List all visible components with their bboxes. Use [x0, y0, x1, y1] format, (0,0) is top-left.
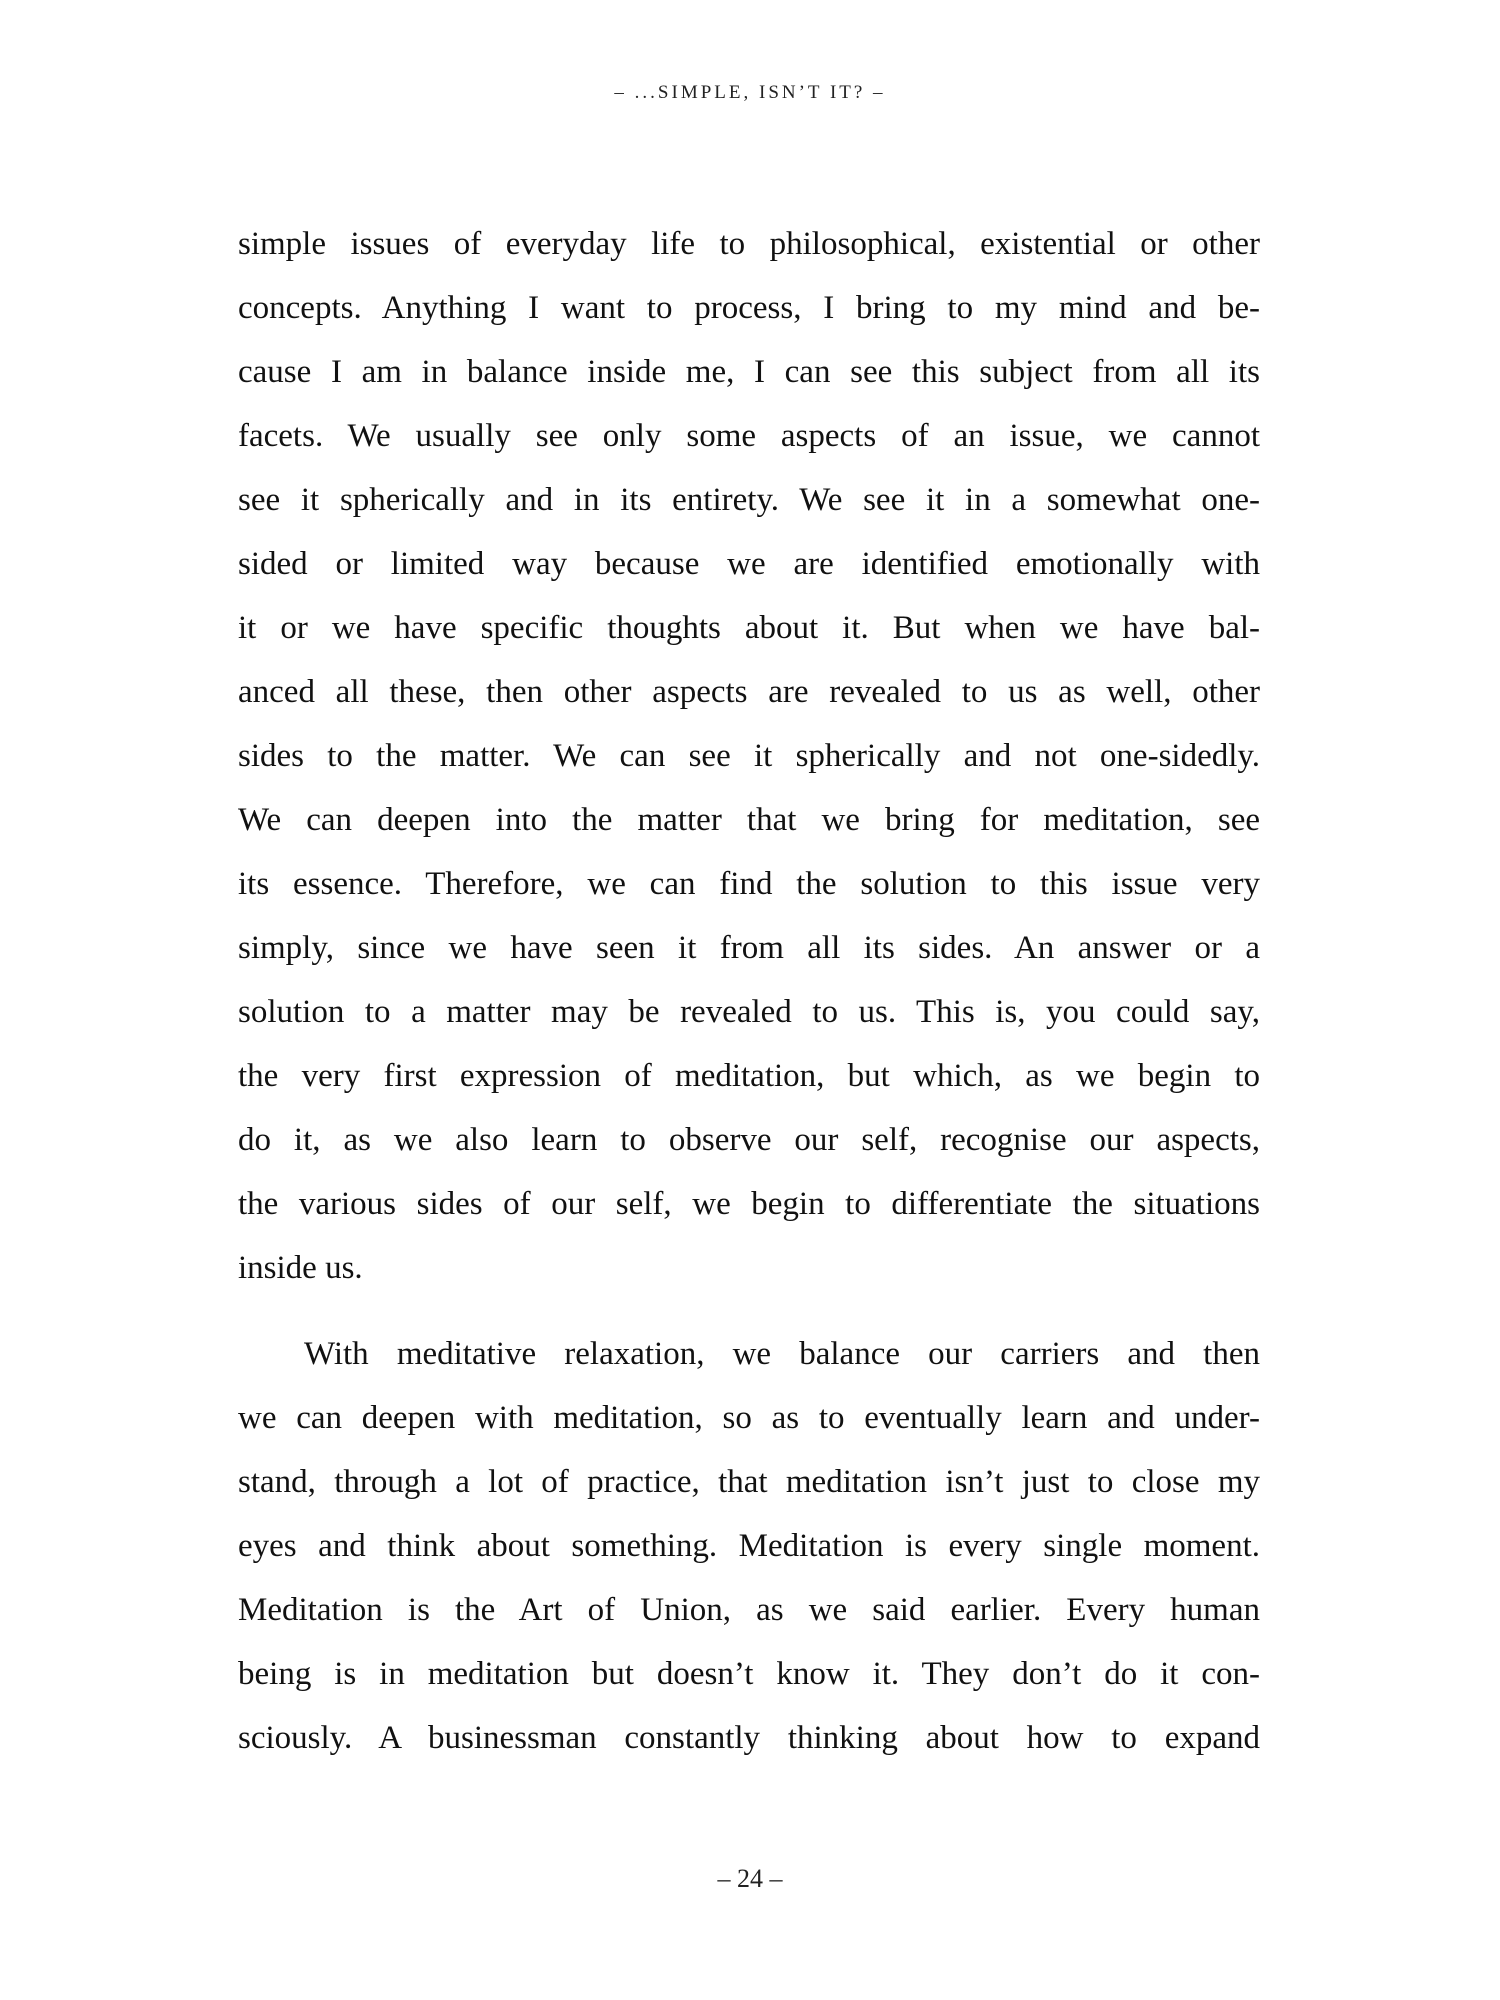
text-line: stand, through a lot of practice, that meditation isn’t just to close my [238, 1464, 1260, 1500]
text-line: the various sides of our self, we begin to differentiate the situations [238, 1186, 1260, 1222]
text-line: Meditation is the Art of Union, as we said earlier. Every human [238, 1592, 1260, 1628]
paragraph-spacer [238, 1300, 1260, 1322]
text-line: concepts. Anything I want to process, I bring to my mind and be- [238, 290, 1260, 326]
body-text [238, 212, 1260, 1770]
text-line: the very first expression of meditation, but which, as we begin to [238, 1058, 1260, 1094]
text-line: simply, since we have seen it from all its sides. An answer or a [238, 930, 1260, 966]
text-line: inside us. [238, 1250, 363, 1286]
text-line: being is in meditation but doesn’t know it. They don’t do it con- [238, 1656, 1260, 1692]
paragraph-1 [238, 212, 1260, 1300]
text-line: sides to the matter. We can see it spherically and not one-sidedly. [238, 738, 1260, 774]
text-line: sided or limited way because we are identified emotionally with [238, 546, 1260, 582]
text-line: We can deepen into the matter that we bring for meditation, see [238, 802, 1260, 838]
page-number: – 24 – [717, 1864, 783, 1893]
text-line: facets. We usually see only some aspects of an issue, we cannot [238, 418, 1260, 454]
paragraph-2 [238, 1322, 1260, 1770]
text-line: sciously. A businessman constantly thinking about how to expand [238, 1720, 1260, 1756]
text-line: solution to a matter may be revealed to us. This is, you could say, [238, 994, 1260, 1030]
running-head: – ...SIMPLE, ISN’T IT? – [614, 82, 886, 103]
text-line: see it spherically and in its entirety. We see it in a somewhat one- [238, 482, 1260, 518]
text-line: anced all these, then other aspects are revealed to us as well, other [238, 674, 1260, 710]
text-line: its essence. Therefore, we can find the solution to this issue very [238, 866, 1260, 902]
text-line: we can deepen with meditation, so as to eventually learn and under- [238, 1400, 1260, 1436]
text-line: With meditative relaxation, we balance our carriers and then [304, 1336, 1260, 1372]
text-line: it or we have specific thoughts about it. But when we have bal- [238, 610, 1260, 646]
text-line: do it, as we also learn to observe our self, recognise our aspects, [238, 1122, 1260, 1158]
text-line: cause I am in balance inside me, I can see this subject from all its [238, 354, 1260, 390]
text-line: simple issues of everyday life to philosophical, existential or other [238, 226, 1260, 262]
text-line: eyes and think about something. Meditation is every single moment. [238, 1528, 1260, 1564]
